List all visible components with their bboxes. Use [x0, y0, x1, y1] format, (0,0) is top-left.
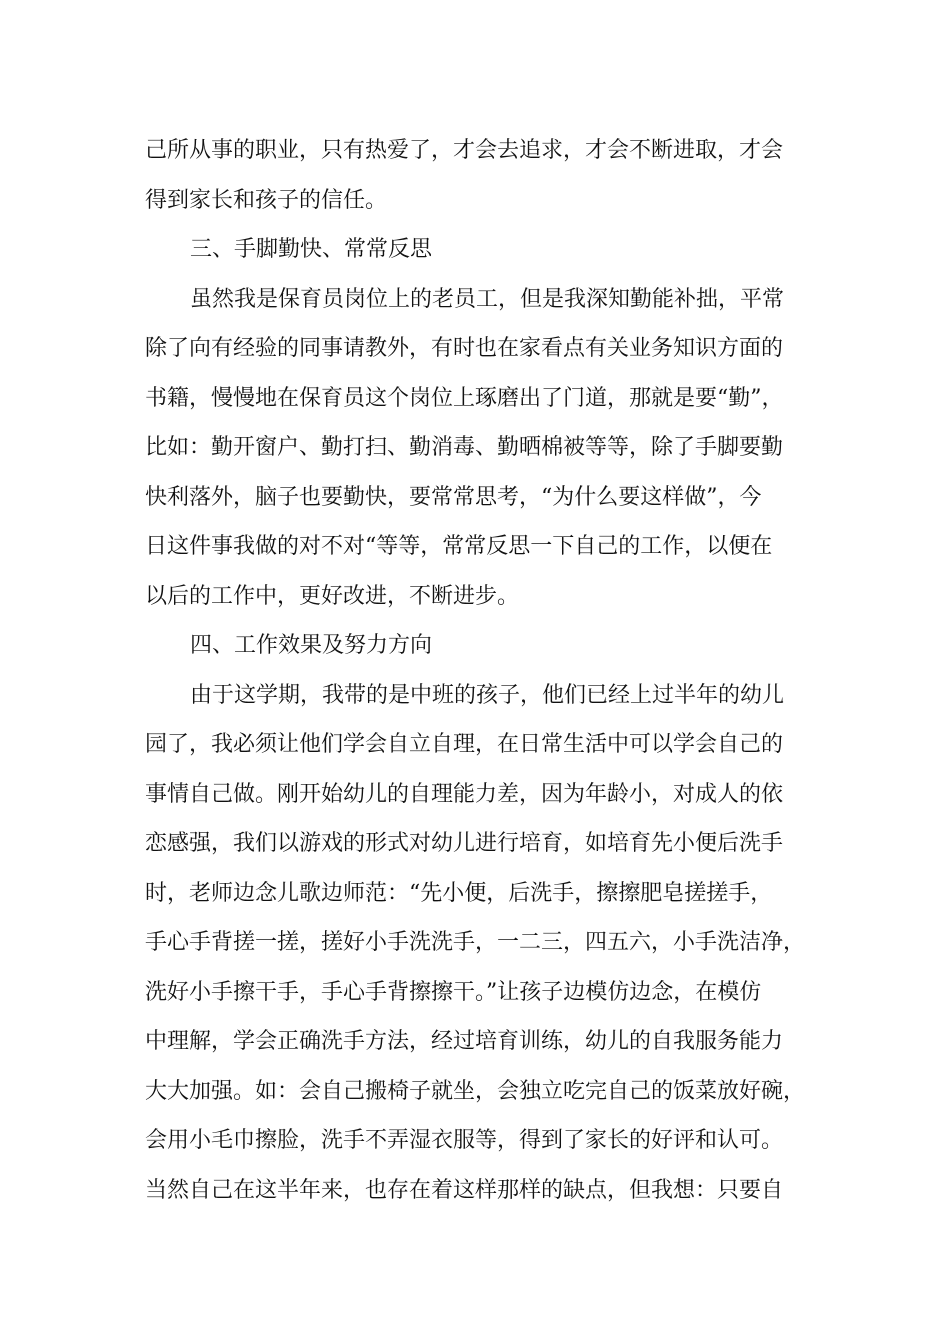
- paragraph-line: 大大加强。如：会自己搬椅子就坐，会独立吃完自己的饭菜放好碗，: [145, 1079, 806, 1104]
- paragraph-line: 时，老师边念儿歌边师范：“先小便，后洗手，擦擦肥皂搓搓手，: [145, 881, 773, 906]
- paragraph-line: 以后的工作中，更好改进，不断进步。: [145, 584, 520, 609]
- paragraph-line: 快利落外，脑子也要勤快，要常常思考，“为什么要这样做”，今: [145, 485, 762, 510]
- paragraph-line: 恋感强，我们以游戏的形式对幼儿进行培育，如培育先小便后洗手: [145, 831, 784, 856]
- paragraph-line: 己所从事的职业，只有热爱了，才会去追求，才会不断进取，才会: [145, 138, 784, 163]
- paragraph-line: 当然自己在这半年来，也存在着这样那样的缺点，但我想：只要自: [145, 1178, 784, 1203]
- paragraph-line: 由于这学期，我带的是中班的孩子，他们已经上过半年的幼儿: [190, 683, 785, 708]
- paragraph-line: 日这件事我做的对不对“等等，常常反思一下自己的工作，以便在: [145, 534, 773, 559]
- paragraph-line: 洗好小手擦干手，手心手背擦擦干。”让孩子边模仿边念，在模仿: [145, 980, 762, 1005]
- section-heading: 三、手脚勤快、常常反思: [190, 237, 433, 262]
- paragraph-line: 事情自己做。刚开始幼儿的自理能力差，因为年龄小，对成人的依: [145, 782, 784, 807]
- paragraph-line: 园了，我必须让他们学会自立自理，在日常生活中可以学会自己的: [145, 732, 784, 757]
- paragraph-line: 虽然我是保育员岗位上的老员工，但是我深知勤能补拙，平常: [190, 287, 785, 312]
- paragraph-line: 会用小毛巾擦脸，洗手不弄湿衣服等，得到了家长的好评和认可。: [145, 1128, 784, 1153]
- paragraph-line: 比如：勤开窗户、勤打扫、勤消毒、勤晒棉被等等，除了手脚要勤: [145, 435, 784, 460]
- section-heading: 四、工作效果及努力方向: [190, 633, 433, 658]
- paragraph-line: 中理解，学会正确洗手方法，经过培育训练，幼儿的自我服务能力: [145, 1029, 784, 1054]
- paragraph-line: 书籍，慢慢地在保育员这个岗位上琢磨出了门道，那就是要“勤”，: [145, 386, 784, 411]
- paragraph-line: 除了向有经验的同事请教外，有时也在家看点有关业务知识方面的: [145, 336, 784, 361]
- paragraph-line: 手心手背搓一搓，搓好小手洗洗手，一二三，四五六，小手洗洁净，: [145, 930, 806, 955]
- paragraph-line: 得到家长和孩子的信任。: [145, 188, 388, 213]
